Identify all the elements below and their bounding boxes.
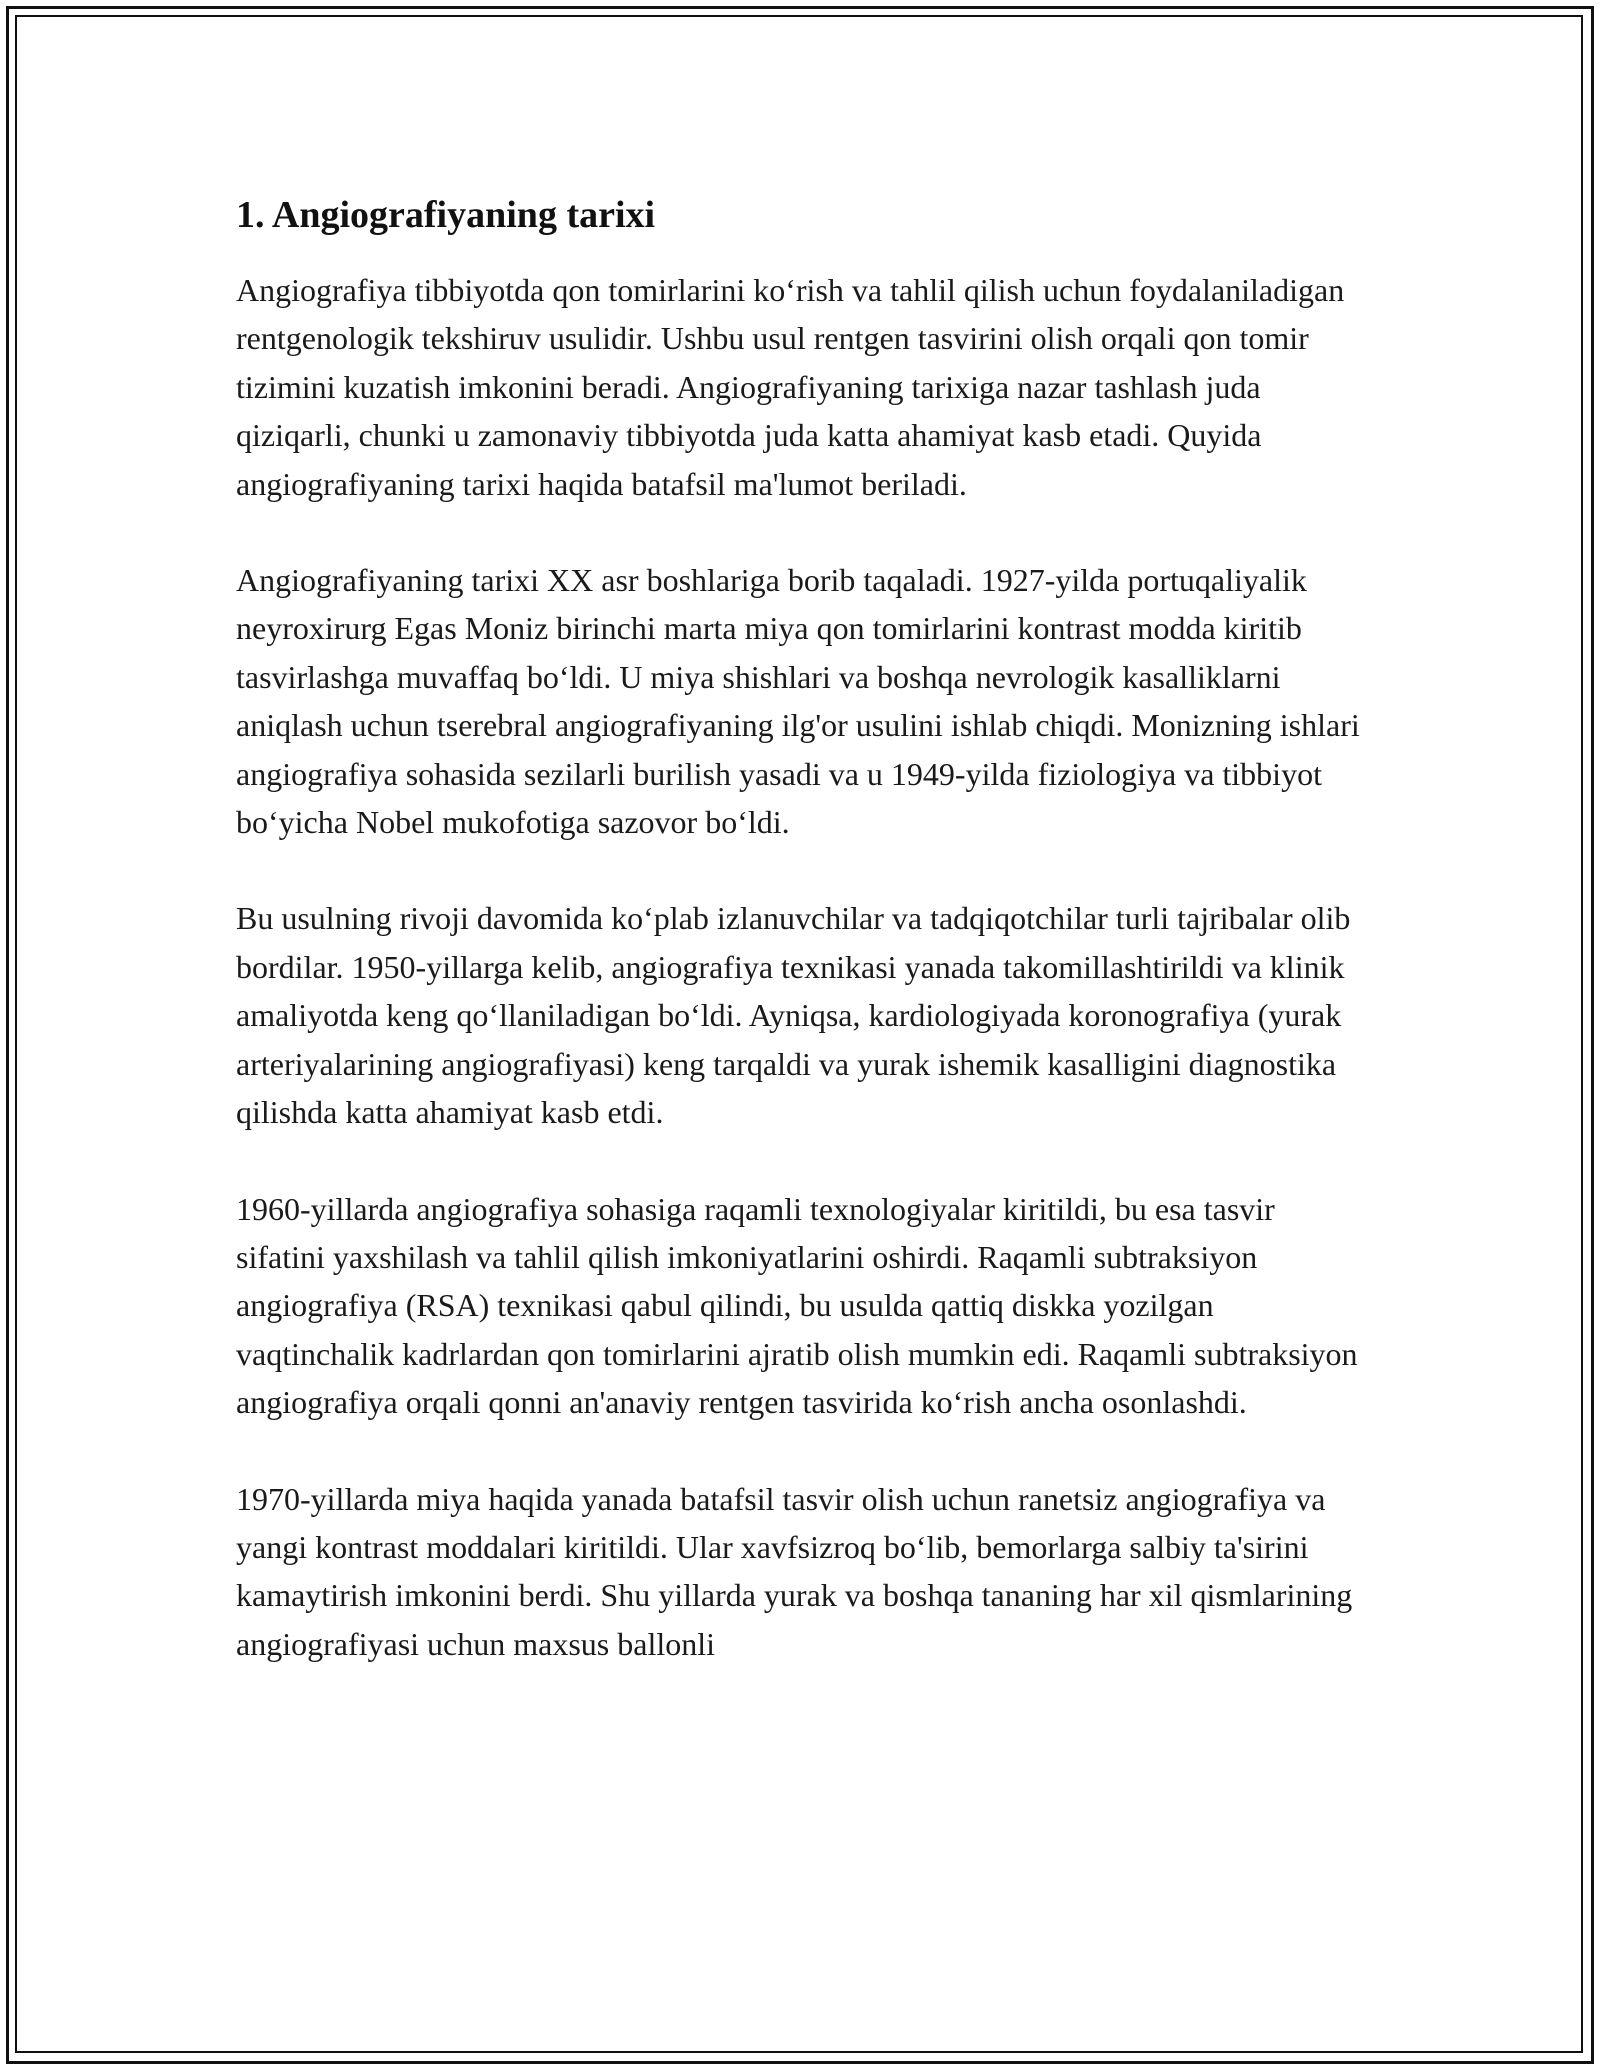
section-heading: 1. Angiografiyaning tarixi [236,194,656,236]
paragraph-1950s: Bu usulning rivoji davomida ko‘plab izlanuvchilar va tadqiqotchilar turli tajribalar olib bordilar. 1950-yillarga kelib, angiografiya texnikasi yanada takomillashtirildi va klinik amaliyotda keng qo‘llaniladigan bo‘ldi. Ayniqsa, kardiologiyada koronografiya (yurak arteriyalarining angiografiyasi) keng tarqaldi va yurak ishemik kasalligini diagnostika qilishda katta ahamiyat kasb etdi. [236,900,1351,1131]
paragraph-1960s: 1960-yillarda angiografiya sohasiga raqamli texnologiyalar kiritildi, bu esa tasvir sifatini yaxshilash va tahlil qilish imkoniyatlarini oshirdi. Raqamli subtraksiyon angiografiya (RSA) texnikasi qabul qilindi, bu usulda qattiq diskka yozilgan vaqtinchalik kadrlardan qon tomirlarini ajratib olish mumkin edi. Raqamli subtraksiyon angiografiya orqali qonni an'anaviy rentgen tasvirida ko‘rish ancha osonlashdi. [236,1190,1358,1421]
document-body [236,184,1366,1716]
paragraph-intro: Angiografiya tibbiyotda qon tomirlarini ko‘rish va tahlil qilish uchun foydalaniladigan rentgenologik tekshiruv usulidir. Ushbu usul rentgen tasvirini olish orqali qon tomir tizimini kuzatish imkonini beradi. Angiografiyaning tarixiga nazar tashlash juda qiziqarli, chunki u zamonaviy tibbiyotda juda katta ahamiyat kasb etadi. Quyida angiografiyaning tarixi haqida batafsil ma'lumot beriladi. [236,272,1345,502]
paragraph-1970s: 1970-yillarda miya haqida yanada batafsil tasvir olish uchun ranetsiz angiografiya va yangi kontrast moddalari kiritildi. Ular xavfsizroq bo‘lib, bemorlarga salbiy ta'sirini kamaytirish imkonini berdi. Shu yillarda yurak va boshqa tananing har xil qismlarining angiografiyasi uchun maxsus ballonli [236,1480,1353,1662]
paragraph-moniz: Angiografiyaning tarixi XX asr boshlariga borib taqaladi. 1927-yilda portuqaliyalik neyroxirurg Egas Moniz birinchi marta miya qon tomirlarini kontrast modda kiritib tasvirlashga muvaffaq bo‘ldi. U miya shishlari va boshqa nevrologik kasalliklarni aniqlash uchun tserebral angiografiyaning ilg'or usulini ishlab chiqdi. Monizning ishlari angiografiya sohasida sezilarli burilish yasadi va u 1949-yilda fiziologiya va tibbiyot bo‘yicha Nobel mukofotiga sazovor bo‘ldi. [236,562,1360,841]
